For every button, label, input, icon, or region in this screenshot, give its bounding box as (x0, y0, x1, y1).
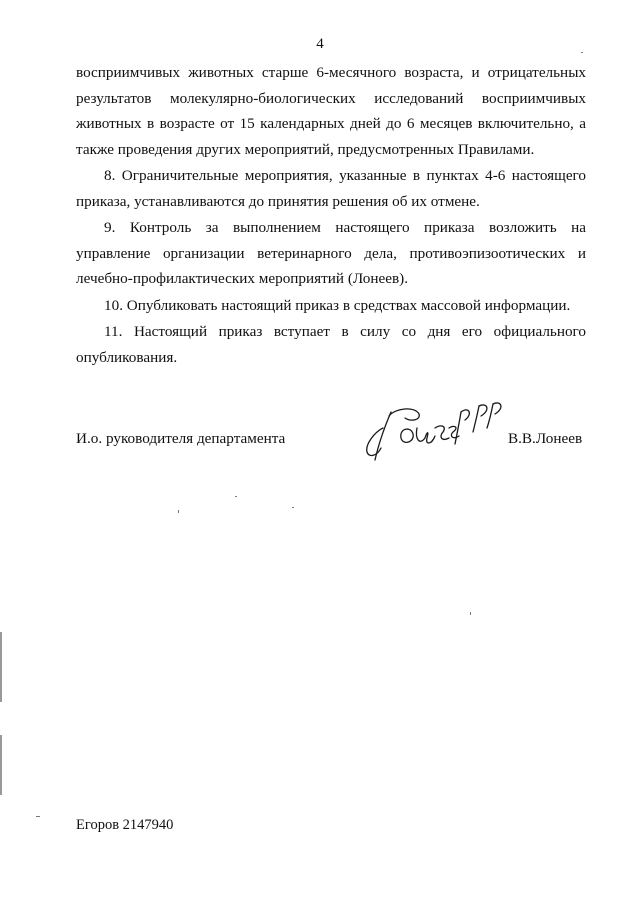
paragraph-item-9: 9. Контроль за выполнением настоящего приказа возложить на управление организации ветеринарного дела, противоэпизоотических и лечебно-профилактических мероприятий (Лонеев). (76, 219, 586, 287)
scan-speck (36, 816, 40, 817)
scan-speck (292, 507, 294, 508)
document-body (76, 60, 586, 370)
scan-speck (178, 510, 179, 513)
executor-info: Егоров 2147940 (76, 817, 174, 833)
paragraph-continuation: восприимчивых животных старше 6-месячного возраста, и отрицательных результатов молекулярно-биологических исследований восприимчивых животных в возрасте от 15 календарных дней до 6 месяцев включительно, а также проведения других мероприятий, предусмотренных Правилами. (76, 64, 586, 158)
scan-speck (235, 496, 237, 497)
page-number: 4 (316, 36, 324, 52)
paragraph-item-10: 10. Опубликовать настоящий приказ в средствах массовой информации. (104, 296, 571, 314)
signatory-title: И.о. руководителя департамента (76, 430, 286, 447)
scan-edge-mark (0, 632, 2, 702)
scan-speck (470, 612, 471, 615)
scan-speck (581, 52, 583, 53)
signatory-name: В.В.Лонеев (508, 430, 583, 447)
handwritten-signature (355, 398, 515, 468)
paragraph-item-11: 11. Настоящий приказ вступает в силу со дня его официального опубликования. (76, 323, 586, 366)
scan-edge-mark (0, 735, 2, 795)
paragraph-item-8: 8. Ограничительные мероприятия, указанные в пунктах 4-6 настоящего приказа, устанавливаются до принятия решения об их отмене. (76, 167, 586, 210)
